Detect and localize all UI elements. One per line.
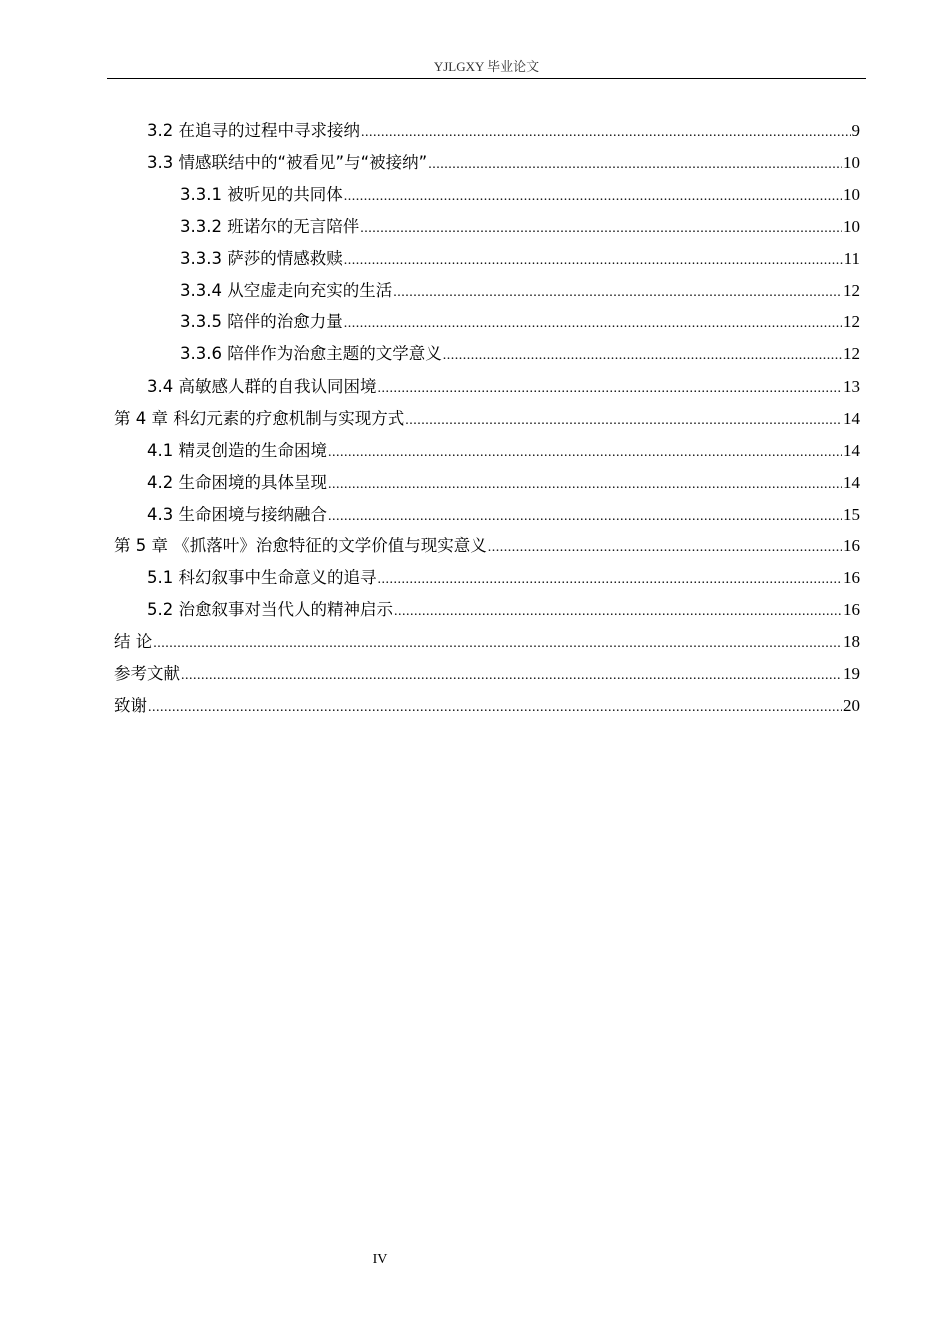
toc-leader-dots: [181, 663, 842, 689]
toc-entry-title: 3.3.1 被听见的共同体: [180, 185, 343, 204]
toc-entry-title: 4.2 生命困境的具体呈现: [147, 473, 327, 492]
toc-leader-dots: [328, 504, 842, 530]
toc-leader-dots: [328, 472, 842, 498]
toc-entry-title: 3.3.3 萨莎的情感救赎: [180, 249, 343, 268]
toc-entry[interactable]: [114, 533, 860, 559]
toc-entry-page: 12: [843, 312, 860, 331]
toc-entry-page: 13: [843, 377, 860, 396]
toc-entry[interactable]: [180, 341, 860, 367]
toc-entry[interactable]: [147, 438, 860, 464]
toc-entry[interactable]: [114, 406, 860, 432]
toc-entry-title: 第 5 章 《抓落叶》治愈特征的文学价值与现实意义: [114, 536, 487, 555]
toc-entry-page: 10: [843, 217, 860, 236]
toc-entry-page: 19: [843, 664, 860, 683]
toc-entry-title: 参考文献: [114, 664, 180, 683]
toc-entry-page: 10: [843, 153, 860, 172]
toc-leader-dots: [361, 120, 851, 146]
toc-leader-dots: [394, 599, 842, 625]
toc-entry-page: 18: [843, 632, 860, 651]
toc-entry-page: 12: [843, 344, 860, 363]
toc-leader-dots: [393, 280, 842, 306]
page-number: IV: [372, 1252, 388, 1267]
toc-leader-dots: [153, 631, 842, 657]
toc-entry-page: 9: [851, 121, 860, 140]
toc-leader-dots: [148, 695, 842, 721]
toc-entry-page: 16: [843, 568, 860, 587]
toc-entry-page: 16: [843, 536, 860, 555]
toc-entry-title: 3.3.2 班诺尔的无言陪伴: [180, 217, 360, 236]
toc-entry-title: 3.3.6 陪伴作为治愈主题的文学意义: [180, 344, 442, 363]
toc-entry[interactable]: [147, 502, 860, 528]
toc-leader-dots: [378, 376, 843, 402]
toc-leader-dots: [328, 440, 842, 466]
toc-entry[interactable]: [147, 150, 860, 176]
toc-entry[interactable]: [180, 309, 860, 335]
toc-entry-page: 20: [843, 696, 860, 715]
toc-entry-title: 3.3.5 陪伴的治愈力量: [180, 312, 343, 331]
toc-leader-dots: [443, 343, 842, 369]
toc-entry-title: 3.3.4 从空虚走向充实的生活: [180, 281, 393, 300]
toc-entry-page: 14: [843, 409, 860, 428]
toc-leader-dots: [405, 408, 842, 434]
toc-entry[interactable]: [147, 597, 860, 623]
toc-entry-page: 15: [843, 505, 860, 524]
toc-entry-title: 3.4 高敏感人群的自我认同困境: [147, 377, 377, 396]
toc-entry[interactable]: [147, 118, 860, 144]
toc-entry-title: 3.2 在追寻的过程中寻求接纳: [147, 121, 360, 140]
toc-entry[interactable]: [180, 182, 860, 208]
toc-entry-page: 16: [843, 600, 860, 619]
toc-entry-title: 5.1 科幻叙事中生命意义的追寻: [147, 568, 377, 587]
toc-entry-title: 第 4 章 科幻元素的疗愈机制与实现方式: [114, 409, 405, 428]
toc-entry-page: 10: [843, 185, 860, 204]
toc-entry[interactable]: [147, 565, 860, 591]
toc-entry-page: 12: [843, 281, 860, 300]
toc-entry[interactable]: [180, 246, 860, 272]
toc-leader-dots: [344, 311, 842, 337]
toc-leader-dots: [488, 535, 842, 561]
page-header: [107, 56, 866, 79]
toc-entry-page: 11: [843, 249, 860, 268]
toc-entry-title: 致谢: [114, 696, 147, 715]
toc-entry[interactable]: [147, 374, 860, 400]
toc-entry[interactable]: [114, 629, 860, 655]
toc-entry-page: 14: [843, 441, 860, 460]
toc-entry-title: 3.3 情感联结中的“被看见”与“被接纳”: [147, 153, 428, 172]
toc-entry-title: 5.2 治愈叙事对当代人的精神启示: [147, 600, 393, 619]
toc-entry[interactable]: [114, 693, 860, 719]
toc-entry[interactable]: [180, 278, 860, 304]
toc-entry[interactable]: [180, 214, 860, 240]
header-title: YJLGXY 毕业论文: [433, 59, 540, 74]
toc-leader-dots: [344, 184, 842, 210]
toc-entry-title: 4.1 精灵创造的生命困境: [147, 441, 327, 460]
toc-entry[interactable]: [147, 470, 860, 496]
toc-leader-dots: [360, 216, 842, 242]
toc-entry-title: 4.3 生命困境与接纳融合: [147, 505, 327, 524]
toc-entry[interactable]: [114, 661, 860, 687]
toc-entry-title: 结 论: [114, 632, 153, 651]
toc-entry-page: 14: [843, 473, 860, 492]
toc-leader-dots: [428, 152, 842, 178]
toc-leader-dots: [344, 248, 843, 274]
toc-leader-dots: [378, 567, 843, 593]
page-footer: [0, 1252, 760, 1268]
